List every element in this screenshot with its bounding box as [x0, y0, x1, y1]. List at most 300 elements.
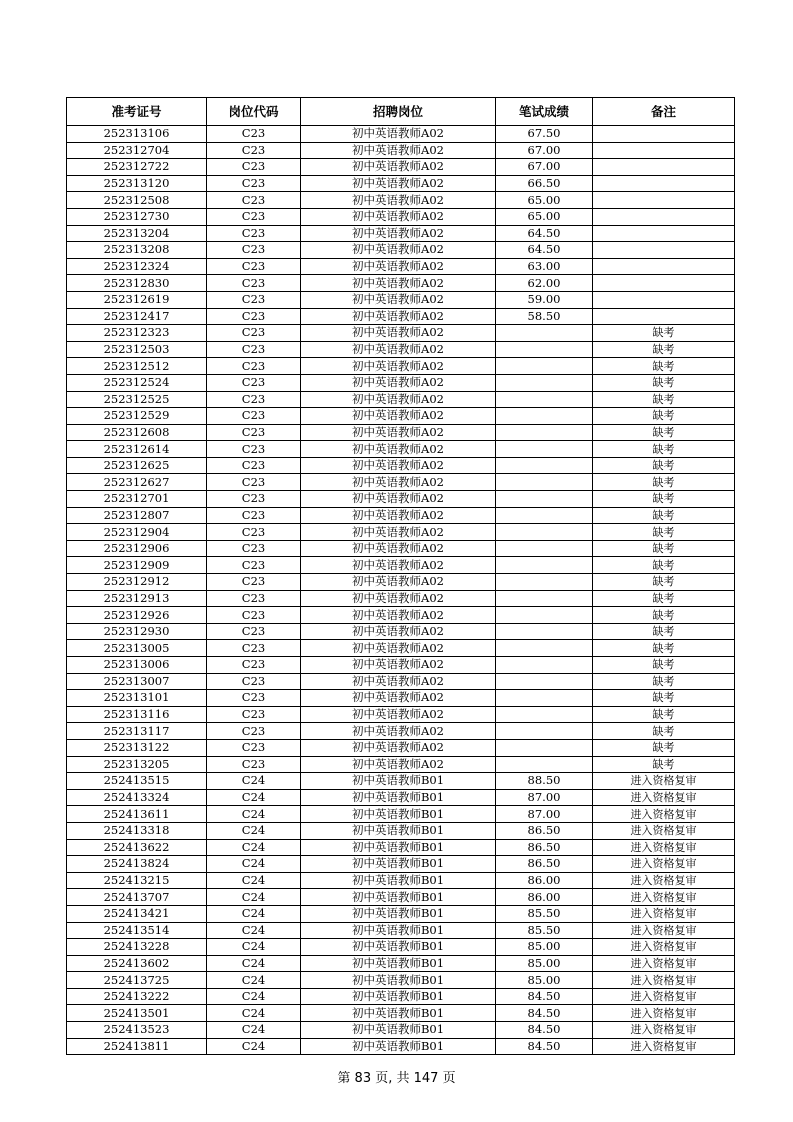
cell-position-name: 初中英语教师A02	[301, 275, 496, 292]
cell-exam-id: 252413811	[67, 1038, 207, 1055]
cell-exam-id: 252413707	[67, 889, 207, 906]
cell-written-score: 86.50	[496, 839, 593, 856]
cell-position-name: 初中英语教师A02	[301, 491, 496, 508]
table-row	[67, 159, 735, 176]
table-row	[67, 806, 735, 823]
table-row	[67, 955, 735, 972]
cell-remark: 进入资格复审	[593, 1022, 735, 1039]
cell-exam-id: 252313006	[67, 657, 207, 674]
cell-exam-id: 252413514	[67, 922, 207, 939]
cell-position-name: 初中英语教师A02	[301, 142, 496, 159]
cell-position-name: 初中英语教师A02	[301, 690, 496, 707]
cell-written-score: 67.00	[496, 142, 593, 159]
cell-exam-id: 252413523	[67, 1022, 207, 1039]
cell-remark	[593, 208, 735, 225]
cell-remark: 进入资格复审	[593, 806, 735, 823]
cell-position-code: C23	[207, 408, 301, 425]
cell-position-name: 初中英语教师A02	[301, 159, 496, 176]
table-row	[67, 325, 735, 342]
table-row	[67, 358, 735, 375]
cell-position-code: C23	[207, 557, 301, 574]
cell-position-code: C23	[207, 673, 301, 690]
cell-position-code: C23	[207, 640, 301, 657]
table-row	[67, 474, 735, 491]
cell-exam-id: 252313122	[67, 739, 207, 756]
cell-position-name: 初中英语教师B01	[301, 806, 496, 823]
header-position-name: 招聘岗位	[301, 98, 496, 126]
cell-position-code: C23	[207, 242, 301, 259]
cell-position-name: 初中英语教师A02	[301, 524, 496, 541]
table-row	[67, 391, 735, 408]
cell-position-name: 初中英语教师B01	[301, 773, 496, 790]
cell-position-name: 初中英语教师B01	[301, 939, 496, 956]
cell-written-score	[496, 540, 593, 557]
cell-position-code: C24	[207, 955, 301, 972]
cell-exam-id: 252312913	[67, 590, 207, 607]
table-row	[67, 773, 735, 790]
cell-position-name: 初中英语教师A02	[301, 424, 496, 441]
table-row	[67, 574, 735, 591]
cell-position-name: 初中英语教师A02	[301, 408, 496, 425]
cell-position-name: 初中英语教师A02	[301, 242, 496, 259]
cell-position-code: C24	[207, 806, 301, 823]
table-row	[67, 690, 735, 707]
header-remark: 备注	[593, 98, 735, 126]
table-row	[67, 192, 735, 209]
table-row	[67, 242, 735, 259]
cell-remark: 进入资格复审	[593, 988, 735, 1005]
cell-exam-id: 252312529	[67, 408, 207, 425]
table-row	[67, 491, 735, 508]
cell-remark	[593, 225, 735, 242]
cell-position-code: C24	[207, 1038, 301, 1055]
cell-exam-id: 252312904	[67, 524, 207, 541]
cell-position-code: C23	[207, 491, 301, 508]
cell-remark	[593, 291, 735, 308]
cell-written-score	[496, 557, 593, 574]
table-row	[67, 872, 735, 889]
cell-exam-id: 252312722	[67, 159, 207, 176]
cell-remark: 进入资格复审	[593, 822, 735, 839]
cell-position-code: C23	[207, 739, 301, 756]
cell-exam-id: 252413602	[67, 955, 207, 972]
cell-written-score: 66.50	[496, 175, 593, 192]
cell-position-code: C23	[207, 657, 301, 674]
cell-position-name: 初中英语教师A02	[301, 374, 496, 391]
cell-exam-id: 252313204	[67, 225, 207, 242]
cell-position-code: C24	[207, 856, 301, 873]
cell-position-code: C23	[207, 341, 301, 358]
cell-remark: 缺考	[593, 607, 735, 624]
cell-position-code: C23	[207, 374, 301, 391]
cell-written-score	[496, 341, 593, 358]
cell-remark: 缺考	[593, 723, 735, 740]
table-row	[67, 524, 735, 541]
cell-written-score	[496, 574, 593, 591]
cell-position-name: 初中英语教师B01	[301, 889, 496, 906]
cell-written-score	[496, 524, 593, 541]
cell-position-name: 初中英语教师A02	[301, 706, 496, 723]
cell-position-code: C24	[207, 988, 301, 1005]
cell-exam-id: 252312608	[67, 424, 207, 441]
cell-written-score: 85.00	[496, 972, 593, 989]
cell-position-name: 初中英语教师B01	[301, 839, 496, 856]
cell-exam-id: 252413501	[67, 1005, 207, 1022]
cell-position-name: 初中英语教师A02	[301, 175, 496, 192]
cell-remark: 进入资格复审	[593, 872, 735, 889]
cell-exam-id: 252313117	[67, 723, 207, 740]
table-row	[67, 905, 735, 922]
cell-written-score	[496, 657, 593, 674]
cell-position-name: 初中英语教师A02	[301, 457, 496, 474]
cell-position-name: 初中英语教师B01	[301, 905, 496, 922]
cell-remark: 缺考	[593, 507, 735, 524]
cell-written-score	[496, 391, 593, 408]
cell-position-name: 初中英语教师A02	[301, 308, 496, 325]
cell-exam-id: 252413725	[67, 972, 207, 989]
table-row	[67, 739, 735, 756]
cell-written-score	[496, 673, 593, 690]
cell-position-code: C24	[207, 905, 301, 922]
cell-remark	[593, 275, 735, 292]
cell-position-name: 初中英语教师A02	[301, 557, 496, 574]
cell-position-name: 初中英语教师A02	[301, 126, 496, 143]
cell-remark	[593, 258, 735, 275]
cell-position-name: 初中英语教师B01	[301, 872, 496, 889]
cell-position-name: 初中英语教师A02	[301, 358, 496, 375]
cell-written-score	[496, 374, 593, 391]
cell-written-score: 84.50	[496, 1022, 593, 1039]
table-row	[67, 839, 735, 856]
table-row	[67, 1038, 735, 1055]
cell-written-score	[496, 590, 593, 607]
cell-remark	[593, 308, 735, 325]
header-position-code: 岗位代码	[207, 98, 301, 126]
cell-remark	[593, 242, 735, 259]
cell-position-name: 初中英语教师A02	[301, 225, 496, 242]
cell-remark: 缺考	[593, 540, 735, 557]
cell-exam-id: 252312508	[67, 192, 207, 209]
cell-exam-id: 252313005	[67, 640, 207, 657]
table-row	[67, 308, 735, 325]
cell-remark: 进入资格复审	[593, 889, 735, 906]
cell-written-score	[496, 474, 593, 491]
cell-exam-id: 252312512	[67, 358, 207, 375]
cell-position-code: C23	[207, 540, 301, 557]
cell-position-name: 初中英语教师B01	[301, 789, 496, 806]
cell-position-name: 初中英语教师B01	[301, 955, 496, 972]
cell-position-code: C23	[207, 142, 301, 159]
cell-remark: 缺考	[593, 706, 735, 723]
cell-written-score: 64.50	[496, 242, 593, 259]
cell-written-score	[496, 623, 593, 640]
cell-position-code: C24	[207, 1022, 301, 1039]
cell-written-score: 87.00	[496, 789, 593, 806]
cell-position-code: C24	[207, 939, 301, 956]
cell-written-score	[496, 424, 593, 441]
cell-position-name: 初中英语教师A02	[301, 739, 496, 756]
cell-position-code: C23	[207, 574, 301, 591]
table-row	[67, 657, 735, 674]
table-row	[67, 939, 735, 956]
cell-written-score	[496, 408, 593, 425]
cell-written-score	[496, 739, 593, 756]
table-row	[67, 275, 735, 292]
cell-position-code: C24	[207, 789, 301, 806]
cell-written-score: 86.50	[496, 822, 593, 839]
cell-remark: 缺考	[593, 424, 735, 441]
cell-position-code: C24	[207, 773, 301, 790]
cell-exam-id: 252312619	[67, 291, 207, 308]
cell-position-name: 初中英语教师A02	[301, 657, 496, 674]
cell-written-score	[496, 457, 593, 474]
cell-remark: 缺考	[593, 574, 735, 591]
cell-position-name: 初中英语教师A02	[301, 673, 496, 690]
cell-remark	[593, 159, 735, 176]
cell-exam-id: 252313007	[67, 673, 207, 690]
table-row	[67, 1005, 735, 1022]
table-row	[67, 607, 735, 624]
table-row	[67, 640, 735, 657]
cell-exam-id: 252312909	[67, 557, 207, 574]
table-row	[67, 988, 735, 1005]
cell-remark: 缺考	[593, 325, 735, 342]
table-row	[67, 1022, 735, 1039]
cell-exam-id: 252312324	[67, 258, 207, 275]
cell-position-code: C24	[207, 822, 301, 839]
cell-remark: 进入资格复审	[593, 856, 735, 873]
table-row	[67, 341, 735, 358]
cell-written-score	[496, 491, 593, 508]
cell-remark: 缺考	[593, 690, 735, 707]
cell-remark: 缺考	[593, 756, 735, 773]
cell-exam-id: 252312503	[67, 341, 207, 358]
table-row	[67, 175, 735, 192]
cell-position-code: C23	[207, 175, 301, 192]
cell-exam-id: 252413515	[67, 773, 207, 790]
cell-written-score: 67.50	[496, 126, 593, 143]
cell-exam-id: 252312912	[67, 574, 207, 591]
cell-written-score: 86.50	[496, 856, 593, 873]
header-written-score: 笔试成绩	[496, 98, 593, 126]
cell-exam-id: 252312830	[67, 275, 207, 292]
cell-written-score: 64.50	[496, 225, 593, 242]
cell-remark: 缺考	[593, 391, 735, 408]
cell-written-score	[496, 441, 593, 458]
cell-remark: 缺考	[593, 491, 735, 508]
cell-position-name: 初中英语教师B01	[301, 822, 496, 839]
cell-exam-id: 252312525	[67, 391, 207, 408]
cell-exam-id: 252312704	[67, 142, 207, 159]
table-row	[67, 673, 735, 690]
table-row	[67, 441, 735, 458]
table-row	[67, 590, 735, 607]
cell-remark: 缺考	[593, 441, 735, 458]
cell-remark	[593, 175, 735, 192]
cell-position-code: C23	[207, 192, 301, 209]
cell-written-score: 67.00	[496, 159, 593, 176]
cell-exam-id: 252313116	[67, 706, 207, 723]
cell-exam-id: 252413611	[67, 806, 207, 823]
cell-exam-id: 252413228	[67, 939, 207, 956]
cell-exam-id: 252312701	[67, 491, 207, 508]
cell-position-code: C23	[207, 607, 301, 624]
cell-written-score: 63.00	[496, 258, 593, 275]
cell-written-score: 59.00	[496, 291, 593, 308]
cell-position-code: C23	[207, 308, 301, 325]
table-row	[67, 922, 735, 939]
cell-written-score: 84.50	[496, 1005, 593, 1022]
cell-position-code: C23	[207, 457, 301, 474]
table-header-row	[67, 98, 735, 126]
cell-position-name: 初中英语教师B01	[301, 1038, 496, 1055]
cell-position-code: C23	[207, 225, 301, 242]
cell-exam-id: 252413622	[67, 839, 207, 856]
cell-remark: 进入资格复审	[593, 773, 735, 790]
cell-position-name: 初中英语教师B01	[301, 988, 496, 1005]
table-row	[67, 856, 735, 873]
table-row	[67, 706, 735, 723]
table-row	[67, 291, 735, 308]
table-row	[67, 623, 735, 640]
cell-written-score: 65.00	[496, 192, 593, 209]
cell-position-name: 初中英语教师A02	[301, 291, 496, 308]
cell-position-code: C23	[207, 690, 301, 707]
table-row	[67, 208, 735, 225]
cell-remark: 缺考	[593, 457, 735, 474]
table-row	[67, 225, 735, 242]
cell-exam-id: 252312926	[67, 607, 207, 624]
table-row	[67, 540, 735, 557]
table-row	[67, 789, 735, 806]
cell-exam-id: 252413421	[67, 905, 207, 922]
cell-position-code: C24	[207, 889, 301, 906]
cell-position-code: C23	[207, 208, 301, 225]
cell-exam-id: 252313205	[67, 756, 207, 773]
cell-written-score: 85.50	[496, 922, 593, 939]
cell-position-code: C23	[207, 623, 301, 640]
cell-position-name: 初中英语教师A02	[301, 258, 496, 275]
cell-position-name: 初中英语教师B01	[301, 1022, 496, 1039]
cell-position-code: C23	[207, 756, 301, 773]
table-row	[67, 424, 735, 441]
cell-remark: 缺考	[593, 623, 735, 640]
cell-position-name: 初中英语教师A02	[301, 391, 496, 408]
cell-position-code: C23	[207, 590, 301, 607]
table-row	[67, 507, 735, 524]
cell-written-score: 86.00	[496, 889, 593, 906]
table-row	[67, 822, 735, 839]
cell-position-name: 初中英语教师A02	[301, 325, 496, 342]
cell-written-score	[496, 325, 593, 342]
cell-position-name: 初中英语教师A02	[301, 756, 496, 773]
cell-position-code: C23	[207, 291, 301, 308]
cell-remark: 进入资格复审	[593, 905, 735, 922]
cell-position-code: C23	[207, 358, 301, 375]
cell-remark: 缺考	[593, 640, 735, 657]
cell-position-name: 初中英语教师A02	[301, 507, 496, 524]
cell-remark: 进入资格复审	[593, 1038, 735, 1055]
cell-position-code: C24	[207, 872, 301, 889]
cell-remark	[593, 192, 735, 209]
cell-written-score	[496, 607, 593, 624]
table-row	[67, 972, 735, 989]
cell-exam-id: 252312524	[67, 374, 207, 391]
cell-position-code: C24	[207, 1005, 301, 1022]
cell-position-name: 初中英语教师A02	[301, 574, 496, 591]
cell-exam-id: 252313101	[67, 690, 207, 707]
cell-written-score	[496, 507, 593, 524]
cell-written-score: 65.00	[496, 208, 593, 225]
cell-position-code: C23	[207, 126, 301, 143]
cell-position-name: 初中英语教师A02	[301, 640, 496, 657]
cell-exam-id: 252312930	[67, 623, 207, 640]
cell-remark: 缺考	[593, 341, 735, 358]
cell-remark: 缺考	[593, 557, 735, 574]
cell-remark: 进入资格复审	[593, 939, 735, 956]
table-row	[67, 723, 735, 740]
table-row	[67, 557, 735, 574]
cell-remark: 进入资格复审	[593, 972, 735, 989]
cell-remark: 进入资格复审	[593, 839, 735, 856]
cell-written-score: 85.00	[496, 939, 593, 956]
cell-written-score: 87.00	[496, 806, 593, 823]
cell-remark: 进入资格复审	[593, 1005, 735, 1022]
cell-position-code: C23	[207, 507, 301, 524]
cell-exam-id: 252413824	[67, 856, 207, 873]
cell-position-code: C24	[207, 839, 301, 856]
cell-exam-id: 252312417	[67, 308, 207, 325]
cell-exam-id: 252313120	[67, 175, 207, 192]
cell-exam-id: 252413215	[67, 872, 207, 889]
cell-remark: 缺考	[593, 657, 735, 674]
table-row	[67, 374, 735, 391]
cell-exam-id: 252312323	[67, 325, 207, 342]
cell-exam-id: 252313106	[67, 126, 207, 143]
cell-written-score	[496, 723, 593, 740]
cell-position-code: C23	[207, 159, 301, 176]
cell-remark: 进入资格复审	[593, 789, 735, 806]
cell-remark: 进入资格复审	[593, 955, 735, 972]
cell-position-name: 初中英语教师B01	[301, 856, 496, 873]
cell-exam-id: 252312807	[67, 507, 207, 524]
cell-written-score: 62.00	[496, 275, 593, 292]
cell-remark: 缺考	[593, 524, 735, 541]
cell-remark: 进入资格复审	[593, 922, 735, 939]
cell-written-score: 84.50	[496, 1038, 593, 1055]
cell-exam-id: 252312730	[67, 208, 207, 225]
cell-position-name: 初中英语教师A02	[301, 474, 496, 491]
cell-remark: 缺考	[593, 673, 735, 690]
table-row	[67, 258, 735, 275]
cell-written-score	[496, 756, 593, 773]
cell-position-code: C23	[207, 424, 301, 441]
score-table	[66, 97, 735, 1055]
cell-exam-id: 252413222	[67, 988, 207, 1005]
cell-position-code: C23	[207, 524, 301, 541]
cell-position-name: 初中英语教师A02	[301, 341, 496, 358]
cell-remark: 缺考	[593, 590, 735, 607]
cell-exam-id: 252312625	[67, 457, 207, 474]
cell-position-name: 初中英语教师A02	[301, 540, 496, 557]
cell-exam-id: 252312906	[67, 540, 207, 557]
cell-exam-id: 252413324	[67, 789, 207, 806]
cell-position-code: C23	[207, 258, 301, 275]
cell-position-code: C24	[207, 922, 301, 939]
table-row	[67, 142, 735, 159]
cell-position-name: 初中英语教师B01	[301, 1005, 496, 1022]
table-row	[67, 408, 735, 425]
